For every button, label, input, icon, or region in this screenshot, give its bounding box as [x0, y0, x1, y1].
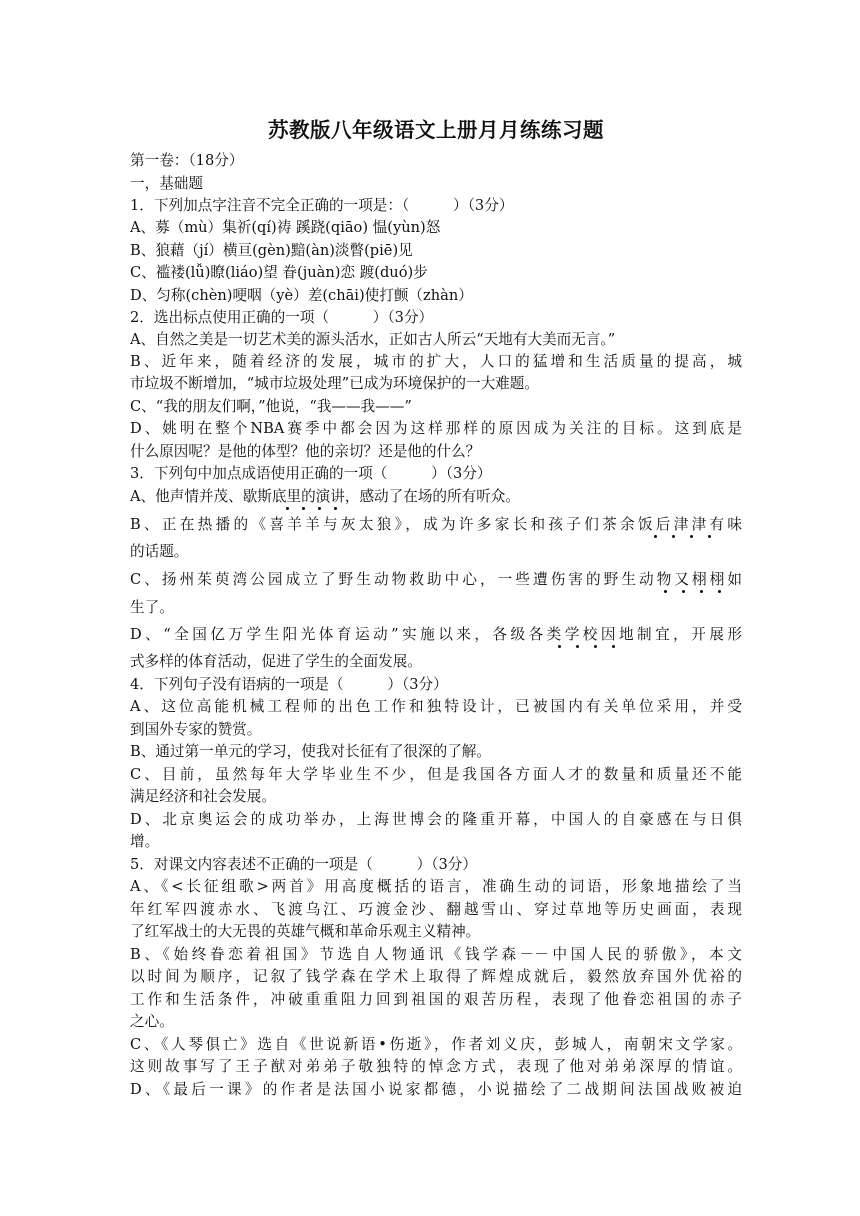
emphasis-dot	[708, 535, 711, 538]
emphasis-dots	[130, 645, 742, 655]
text-line: A、自然之美是一切艺术美的源头活水，正如古人所云“天地有大美而无言。”	[130, 331, 616, 348]
emphasis-dot	[700, 590, 703, 593]
text-line: 这则故事写了王子猷对弟弟子敬独特的悼念方式，表现了他对弟弟深厚的情谊。	[130, 1058, 742, 1075]
text-line: 第一卷：（18分）	[130, 152, 244, 169]
text-line: B、《始终眷恋着祖国》节选自人物通讯《钱学森－－中国人民的骄傲》，本文	[130, 946, 742, 963]
text-line: C、《人琴俱亡》选自《世说新语•伤逝》，作者刘义庆，彭城人，南朝宋文学家。	[130, 1036, 742, 1053]
text-line: 了红军战士的大无畏的英雄气概和革命乐观主义精神。	[130, 923, 481, 940]
emphasis-dot	[654, 535, 657, 538]
text-line: B、通过第一单元的学习，使我对长征有了很深的了解。	[130, 743, 491, 760]
text-line: A、他声情并茂、歇斯底里的演讲，感动了在场的所有听众。	[130, 488, 520, 505]
text-line: A、这位高能机械工程师的出色工作和独特设计，已被国内有关单位采用，并受	[130, 698, 742, 715]
text-line: 之心。	[130, 1013, 174, 1030]
text-line: 工作和生活条件，冲破重重阻力回到祖国的艰苦历程，表现了他眷恋祖国的赤子	[130, 991, 742, 1008]
text-line: C、褴褛(lǚ)瞭(liáo)望 眷(juàn)恋 踱(duó)步	[130, 264, 428, 281]
text-line: B、正在热播的《喜羊羊与灰太狼》，成为许多家长和孩子们茶余饭后津津有味	[130, 516, 742, 533]
emphasis-dots	[130, 590, 742, 600]
emphasis-dot	[286, 507, 289, 510]
emphasis-dot	[594, 645, 597, 648]
text-line: D、《最后一课》的作者是法国小说家都德，小说描绘了二战期间法国战败被迫	[130, 1081, 742, 1098]
text-line: 4．下列句子没有语病的一项是（ ）（3分）	[130, 676, 448, 693]
text-line: D、姚明在整个NBA赛季中都会因为这样那样的原因成为关注的目标。这到底是	[130, 420, 742, 437]
text-line: A、募（mù）集祈(qí)祷 蹊跷(qiāo) 愠(yùn)怒	[130, 219, 441, 236]
emphasis-dot	[682, 590, 685, 593]
emphasis-dot	[664, 590, 667, 593]
emphasis-dot	[690, 535, 693, 538]
text-line: 年红军四渡赤水、飞渡乌江、巧渡金沙、翻越雪山、穿过草地等历史画面，表现	[130, 901, 742, 918]
emphasis-dot	[672, 535, 675, 538]
page-title: 苏教版八年级语文上册月月练练习题	[268, 118, 604, 142]
text-line: 满足经济和社会发展。	[130, 788, 276, 805]
text-line: B、狼藉（jí）横亘(gèn)黯(àn)淡瞥(piē)见	[130, 242, 413, 259]
emphasis-dot	[334, 507, 337, 510]
emphasis-dot	[318, 507, 321, 510]
emphasis-dots	[130, 507, 742, 517]
text-line: C、“我的朋友们啊，”他说，“我——我——”	[130, 398, 412, 415]
text-line: D、“全国亿万学生阳光体育运动”实施以来，各级各类学校因地制宜，开展形	[130, 626, 742, 643]
text-line: D、匀称(chèn)哽咽（yè）差(chāi)使打颤（zhàn）	[130, 287, 473, 304]
emphasis-dots	[130, 535, 742, 545]
text-line: 2．选出标点使用正确的一项（ ）（3分）	[130, 309, 434, 326]
text-line: C、目前，虽然每年大学毕业生不少，但是我国各方面人才的数量和质量还不能	[130, 766, 742, 783]
text-line: B、近年来，随着经济的发展，城市的扩大，人口的猛增和生活质量的提高，城	[130, 353, 742, 370]
text-line: 式多样的体育活动，促进了学生的全面发展。	[130, 653, 422, 670]
text-line: C、扬州茱萸湾公园成立了野生动物救助中心，一些遭伤害的野生动物又栩栩如	[130, 571, 742, 588]
text-line: 的话题。	[130, 543, 189, 560]
emphasis-dot	[718, 590, 721, 593]
text-line: 3．下列句中加点成语使用正确的一项（ ）（3分）	[130, 465, 492, 482]
text-line: 增。	[130, 833, 160, 850]
text-line: D、北京奥运会的成功举办，上海世博会的隆重开幕，中国人的自豪感在与日俱	[130, 811, 742, 828]
text-line: 生了。	[130, 599, 174, 616]
text-line: 市垃圾不断增加，“城市垃圾处理”已成为环境保护的一大难题。	[130, 375, 539, 392]
emphasis-dot	[302, 507, 305, 510]
text-line: 什么原因呢？是他的体型？他的亲切？还是他的什么？	[130, 443, 481, 460]
text-line: 到国外专家的赞赏。	[130, 721, 262, 738]
emphasis-dot	[576, 645, 579, 648]
text-line: 5．对课文内容表述不正确的一项是（ ）（3分）	[130, 856, 477, 873]
text-line: 一，基础题	[130, 175, 203, 192]
text-line: 以时间为顺序，记叙了钱学森在学术上取得了辉煌成就后，毅然放弃国外优裕的	[130, 968, 742, 985]
emphasis-dot	[558, 645, 561, 648]
emphasis-dot	[612, 645, 615, 648]
text-line: 1．下列加点字注音不完全正确的一项是：（ ）（3分）	[130, 197, 514, 214]
text-line: A、《<长征组歌>两首》用高度概括的语言，准确生动的词语，形象地描绘了当	[130, 878, 742, 895]
